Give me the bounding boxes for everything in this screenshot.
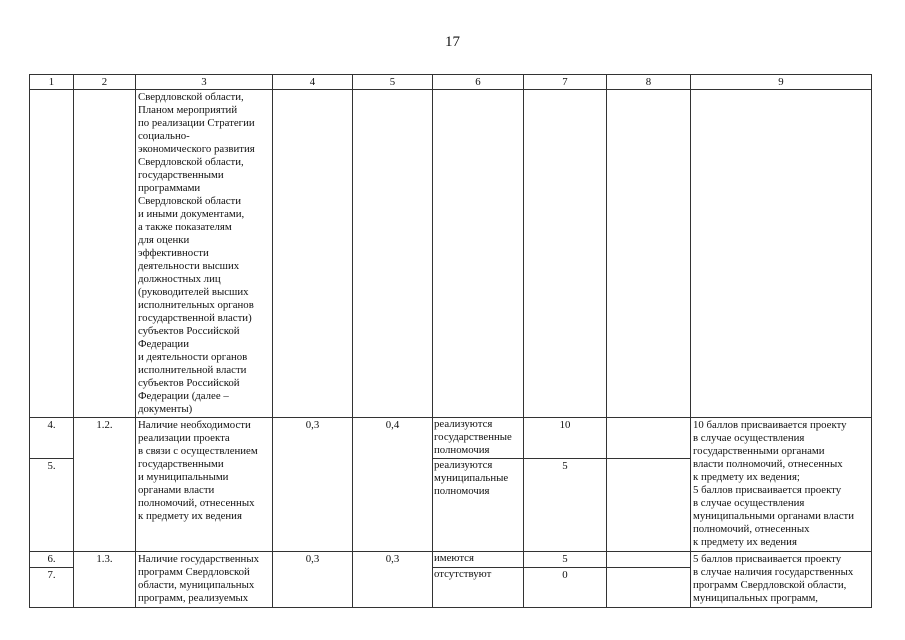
page-number: 17 bbox=[445, 34, 460, 50]
row-number: 5. bbox=[30, 459, 74, 552]
row-number: 7. bbox=[30, 568, 74, 608]
header-cell-4: 4 bbox=[273, 75, 353, 90]
table-row-6 bbox=[30, 552, 872, 568]
weight-col5: 0,4 bbox=[353, 418, 433, 552]
cell-empty bbox=[607, 459, 691, 552]
header-cell-2: 2 bbox=[74, 75, 136, 90]
cell-empty bbox=[607, 90, 691, 418]
header-cell-3: 3 bbox=[136, 75, 273, 90]
scoring-note: 5 баллов присваивается проекту в случае наличия государственных программ Свердловской области, муниципальных программ, bbox=[691, 552, 872, 608]
header-cell-5: 5 bbox=[353, 75, 433, 90]
cell-empty bbox=[433, 90, 524, 418]
weight-col4: 0,3 bbox=[273, 552, 353, 608]
cell-empty bbox=[524, 90, 607, 418]
criterion-text: Наличие необходимости реализации проекта в связи с осуществлением государственными и муниципальными органами власти полномочий, отнесенных к предмету их ведения bbox=[136, 418, 273, 552]
value-cell: имеются bbox=[433, 552, 524, 568]
header-row bbox=[30, 75, 872, 90]
cell-empty bbox=[30, 90, 74, 418]
header-cell-8: 8 bbox=[607, 75, 691, 90]
score-cell: 5 bbox=[524, 552, 607, 568]
cell-empty bbox=[607, 418, 691, 459]
table-row-4 bbox=[30, 418, 872, 459]
criterion-number: 1.3. bbox=[74, 552, 136, 608]
cell-empty bbox=[607, 568, 691, 608]
score-cell: 10 bbox=[524, 418, 607, 459]
score-cell: 0 bbox=[524, 568, 607, 608]
header-cell-9: 9 bbox=[691, 75, 872, 90]
cell-empty bbox=[607, 552, 691, 568]
row-number: 6. bbox=[30, 552, 74, 568]
weight-col5: 0,3 bbox=[353, 552, 433, 608]
score-cell: 5 bbox=[524, 459, 607, 552]
continuation-row bbox=[30, 90, 872, 418]
cell-empty bbox=[691, 90, 872, 418]
header-cell-7: 7 bbox=[524, 75, 607, 90]
row-number: 4. bbox=[30, 418, 74, 459]
continuation-criterion: Свердловской области, Планом мероприятий по реализации Стратегии социально- экономического развития Свердловской области, государственными программами Свердловской области и иными документами, а также показателям для оценки эффективности деятельности высших должностных лиц (руководителей высших исполнительных органов государственной власти) субъектов Российской Федерации и деятельности органов исполнительной власти субъектов Российской Федерации (далее – документы) bbox=[136, 90, 273, 418]
cell-empty bbox=[74, 90, 136, 418]
cell-empty bbox=[353, 90, 433, 418]
value-cell: отсутствуют bbox=[433, 568, 524, 608]
criterion-number: 1.2. bbox=[74, 418, 136, 552]
header-cell-1: 1 bbox=[30, 75, 74, 90]
scoring-note: 10 баллов присваивается проекту в случае осуществления государственными органами власти полномочий, отнесенных к предмету их ведения; 5 баллов присваивается проекту в случае осуществления муниципальными органами власти полномочий, отнесенных к предмету их ведения bbox=[691, 418, 872, 552]
value-cell: реализуются муниципальные полномочия bbox=[433, 459, 524, 552]
weight-col4: 0,3 bbox=[273, 418, 353, 552]
value-cell: реализуются государственные полномочия bbox=[433, 418, 524, 459]
criteria-table bbox=[29, 74, 872, 608]
criterion-text: Наличие государственных программ Свердловской области, муниципальных программ, реализуемых bbox=[136, 552, 273, 608]
header-cell-6: 6 bbox=[433, 75, 524, 90]
cell-empty bbox=[273, 90, 353, 418]
